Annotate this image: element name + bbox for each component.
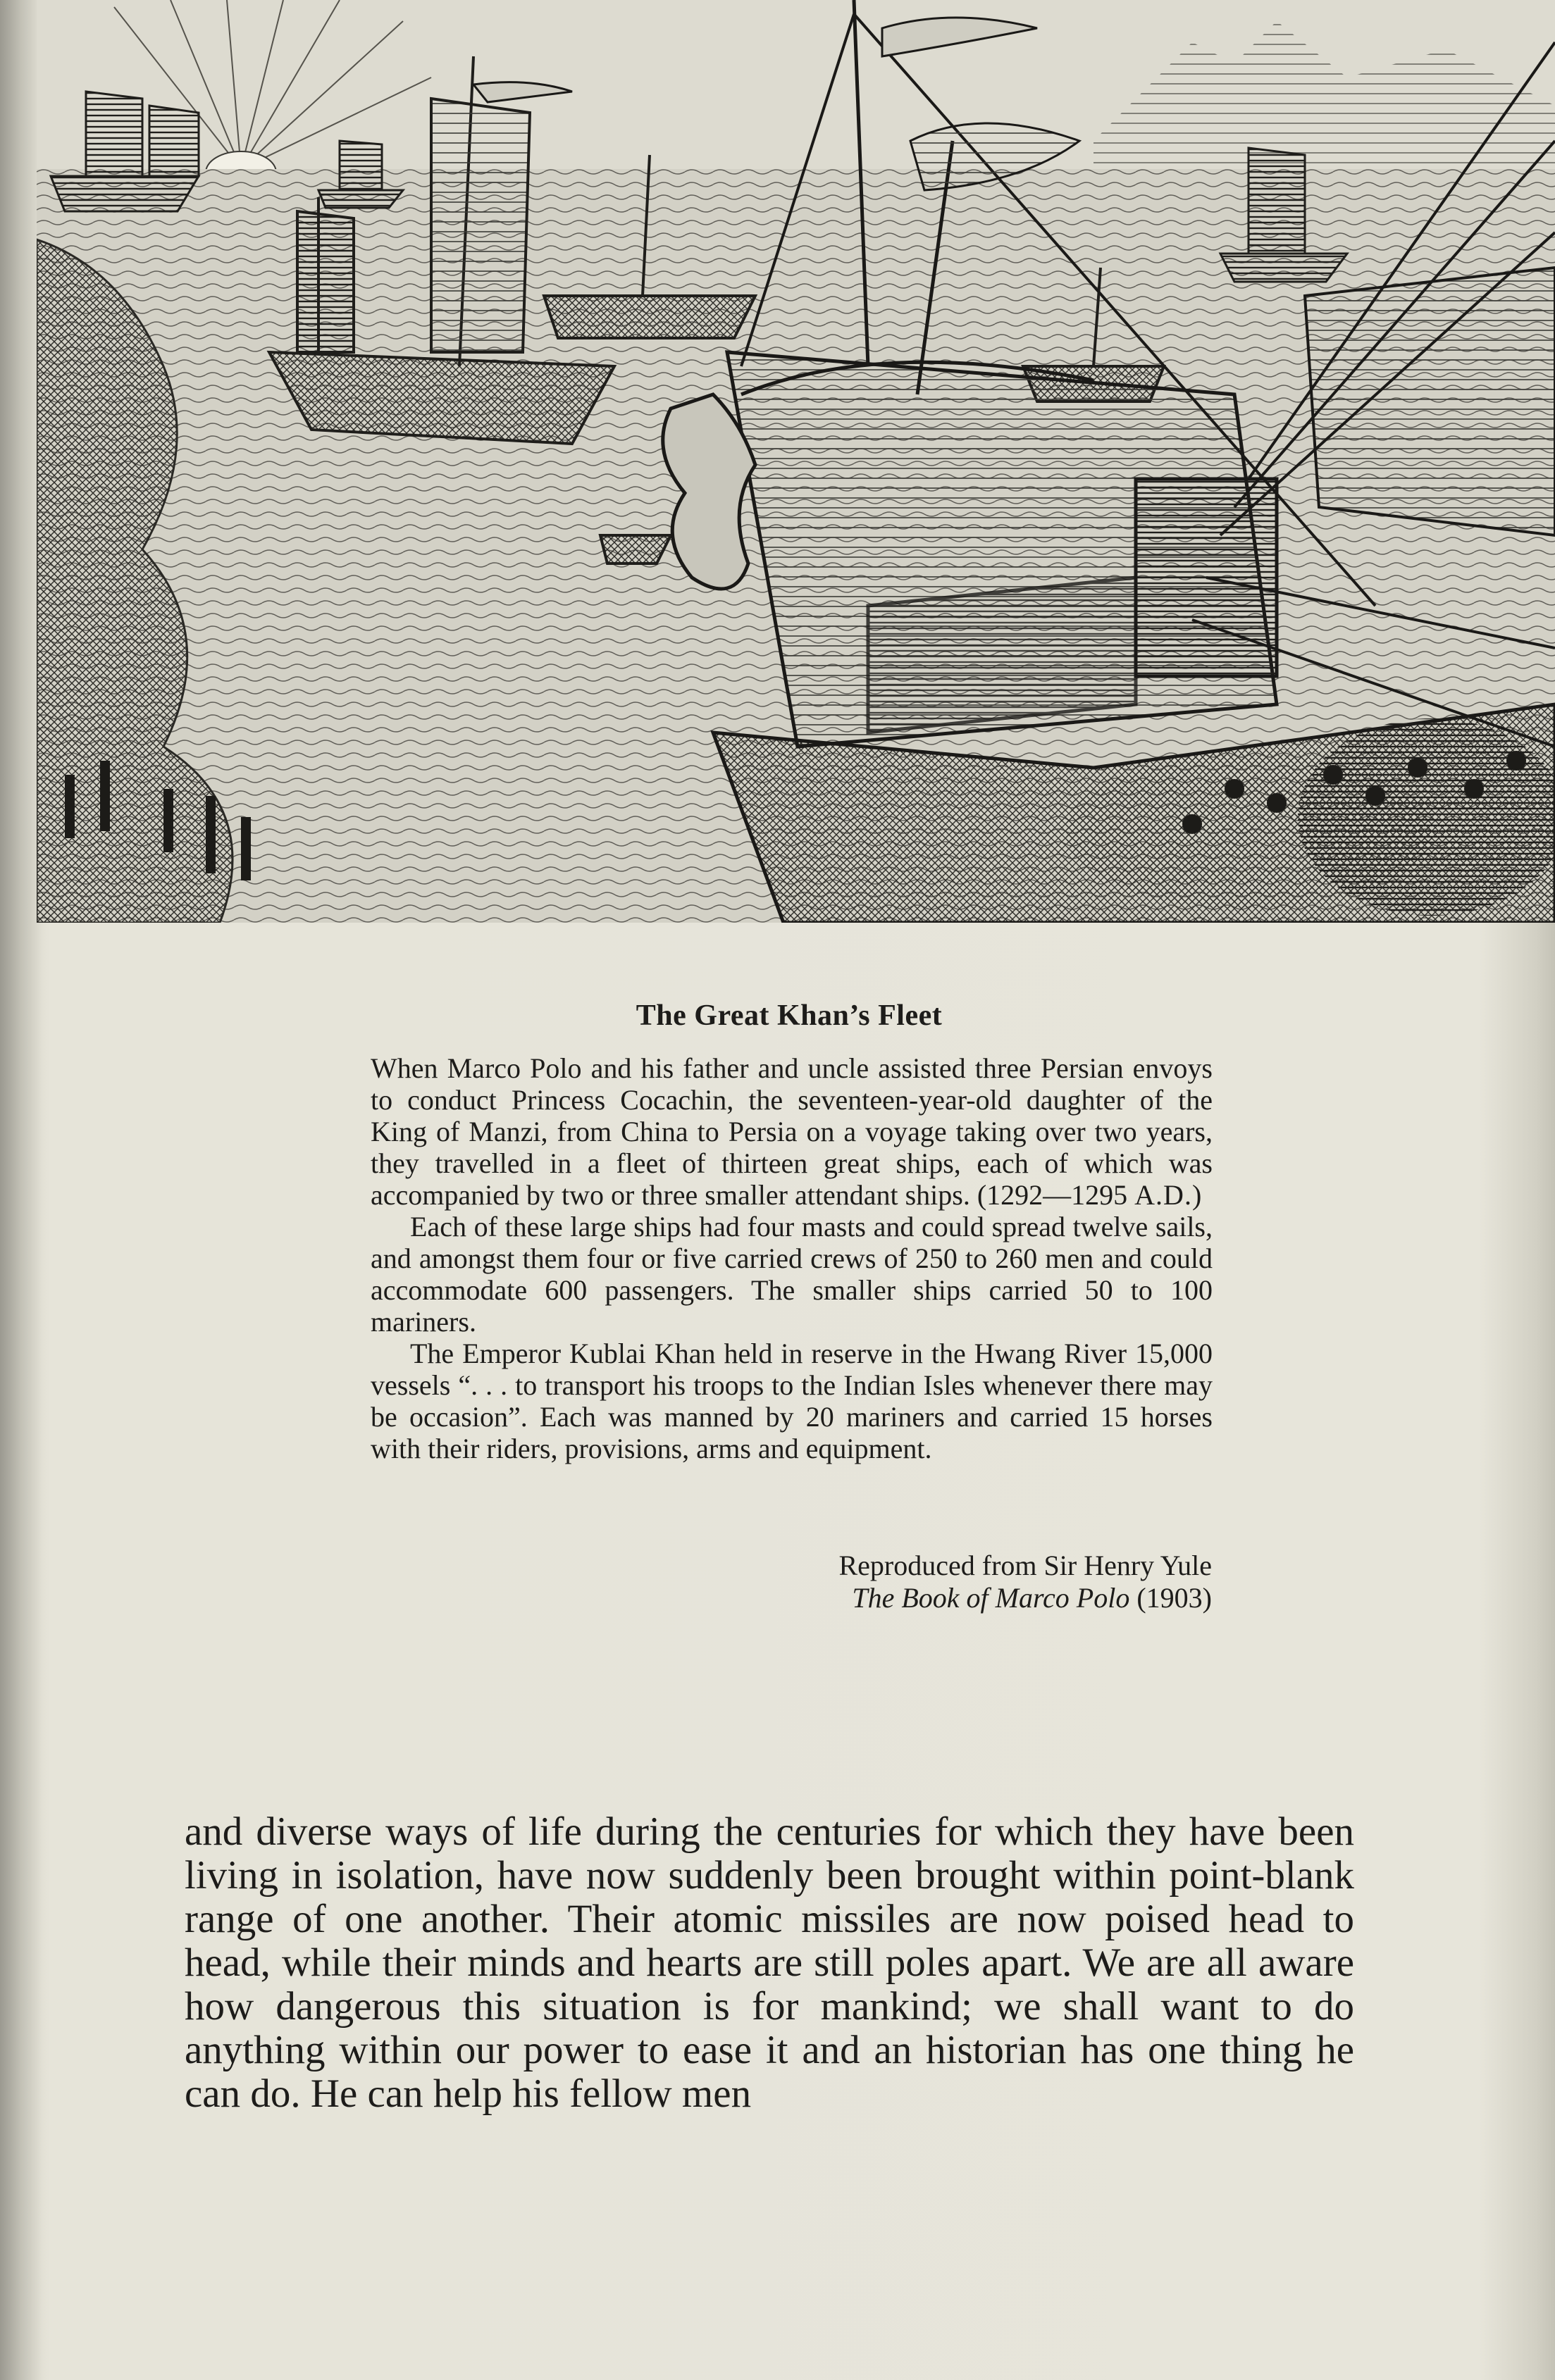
caption-title: The Great Khan’s Fleet — [636, 999, 943, 1032]
body-paragraph: and diverse ways of life during the centuries for which they have been living in isolation, have now suddenly been brought within point-blank range of one another. Their atomic missiles are now poised head to head, while their minds and hearts are still poles apart. We are all aware how dangerous this situation is for mankind; we shall want to do anything within our power to ease it and an historian has one thing he can do. He can help his fellow men — [185, 1809, 1354, 2116]
image-credit — [634, 1550, 1212, 1614]
book-title: The Book of Marco Polo — [852, 1582, 1130, 1614]
era-close-paren: ) — [1191, 1179, 1202, 1211]
era-abbreviation: A.D. — [1134, 1179, 1192, 1211]
spine-shadow — [0, 0, 42, 2380]
caption-paragraph: The Emperor Kublai Khan held in reserve in the Hwang River 15,000 vessels “. . . to transport his troops to the Indian Isles whenever there may be occasion”. Each was manned by 20 mariners and carried 15 horses with their riders, provisions, arms and equipment. — [371, 1338, 1213, 1464]
caption-paragraph — [371, 1052, 1213, 1211]
body-text — [185, 1810, 1354, 2116]
caption-body — [371, 1052, 1213, 1464]
credit-line: Reproduced from Sir Henry Yule — [838, 1550, 1212, 1581]
engraving-ships-harbour-icon — [37, 0, 1555, 923]
caption-paragraph-text: When Marco Polo and his father and uncle assisted three Persian envoys to conduct Princess Cocachin, the seventeen-year-old daughter of the King of Manzi, from China to Persia on a voyage taking over two years, they travelled in a fleet of thirteen great ships, each of which was accompanied by two or three smaller attendant ships. (1292—1295 — [371, 1052, 1213, 1211]
book-year: (1903) — [1136, 1582, 1212, 1614]
caption-paragraph: Each of these large ships had four masts and could spread twelve sails, and amongst them four or five carried crews of 250 to 260 men and could accommodate 600 passengers. The smaller ships carried 50 to 100 mariners. — [371, 1211, 1213, 1338]
fleet-illustration — [37, 0, 1555, 923]
credit-source — [634, 1582, 1212, 1614]
